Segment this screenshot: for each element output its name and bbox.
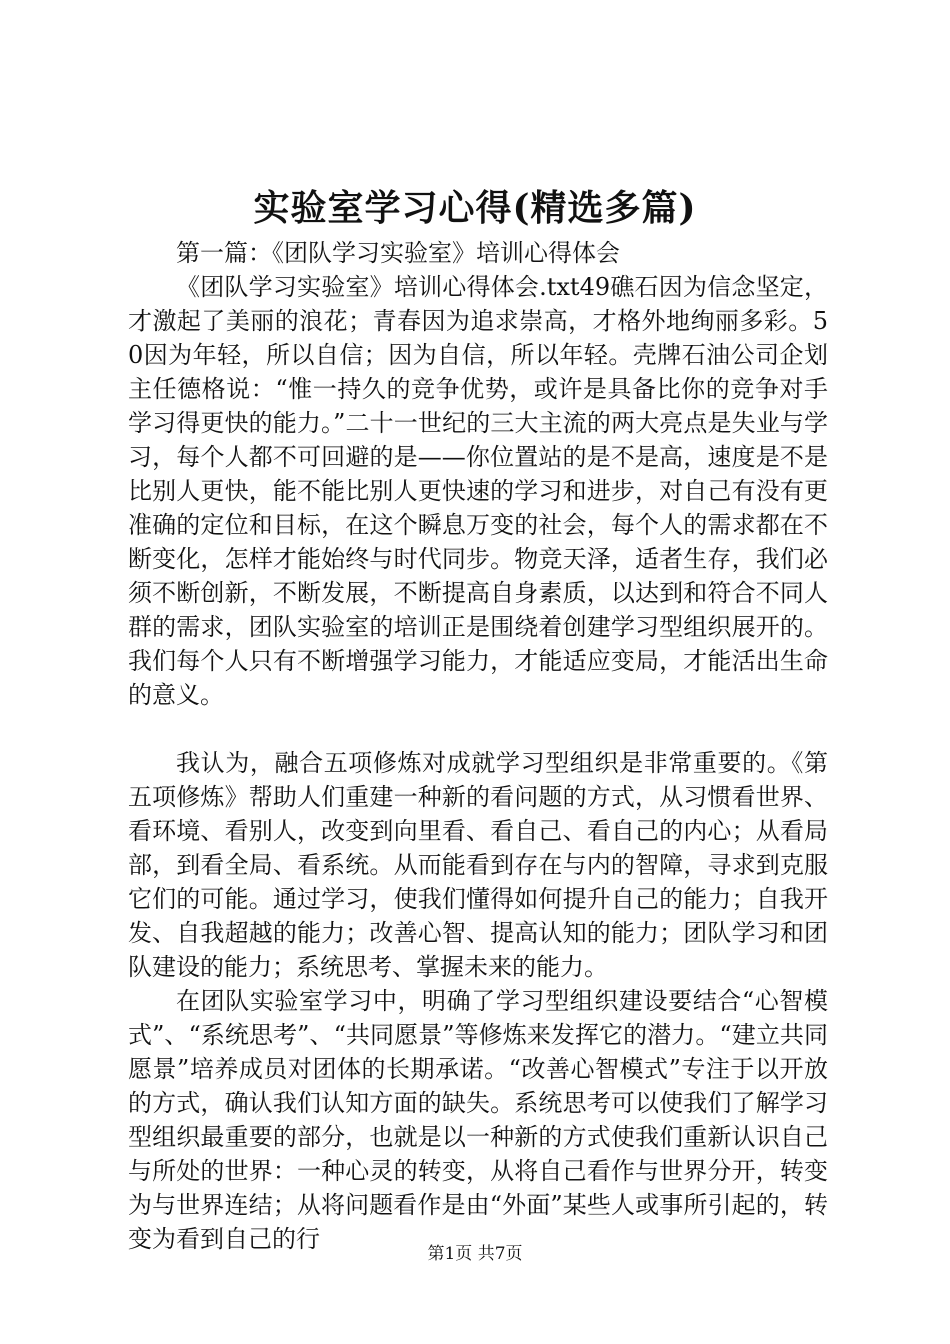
document-title: 实验室学习心得(精选多篇) xyxy=(253,187,697,229)
page-footer: 第1页 共7页 xyxy=(427,1244,523,1264)
paragraph-2: 我认为，融合五项修炼对成就学习型组织是非常重要的。《第五项修炼》帮助人们重建一种新的看问题的方式，从习惯看世界、看环境、看别人，改变到向里看、看自己、看自己的内心；从看局部，到看全局、看系统。从而能看到存在与内的智障，寻求到克服它们的可能。通过学习，使我们懂得如何提升自己的能力；自我开发、自我超越的能力；改善心智、提高认知的能力；团队学习和团队建设的能力；系统思考、掌握未来的能力。 xyxy=(128,749,828,981)
paragraph-spacer xyxy=(128,712,828,746)
paragraph-3: 在团队实验室学习中，明确了学习型组织建设要结合“心智模式”、“系统思考”、“共同愿景”等修炼来发挥它的潜力。“建立共同愿景”培养成员对团体的长期承诺。“改善心智模式”专注于以开放的方式，确认我们认知方面的缺失。系统思考可以使我们了解学习型组织最重要的部分，也就是以一种新的方式使我们重新认识自己与所处的世界：一种心灵的转变，从将自己看作与世界分开，转变为与世界连结；从将问题看作是由“外面”某些人或事所引起的，转变为看到自己的行 xyxy=(128,987,828,1253)
paragraph-1: 《团队学习实验室》培训心得体会.txt49礁石因为信念坚定，才激起了美丽的浪花；青春因为追求崇高，才格外地绚丽多彩。50因为年轻，所以自信；因为自信，所以年轻。壳牌石油公司企划主任德格说：“惟一持久的竞争优势，或许是具备比你的竞争对手学习得更快的能力。”二十一世纪的三大主流的两大亮点是失业与学习，每个人都不可回避的是——你位置站的是不是高，速度是不是比别人更快，能不能比别人更快速的学习和进步，对自己有没有更准确的定位和目标，在这个瞬息万变的社会，每个人的需求都在不断变化，怎样才能始终与时代同步。物竞天泽，适者生存，我们必须不断创新，不断发展，不断提高自身素质，以达到和符合不同人群的需求，团队实验室的培训正是围绕着创建学习型组织展开的。我们每个人只有不断增强学习能力，才能适应变局，才能活出生命的意义。 xyxy=(128,273,828,709)
section-heading: 第一篇：《团队学习实验室》培训心得体会 xyxy=(176,239,620,267)
document-body xyxy=(128,236,828,1256)
